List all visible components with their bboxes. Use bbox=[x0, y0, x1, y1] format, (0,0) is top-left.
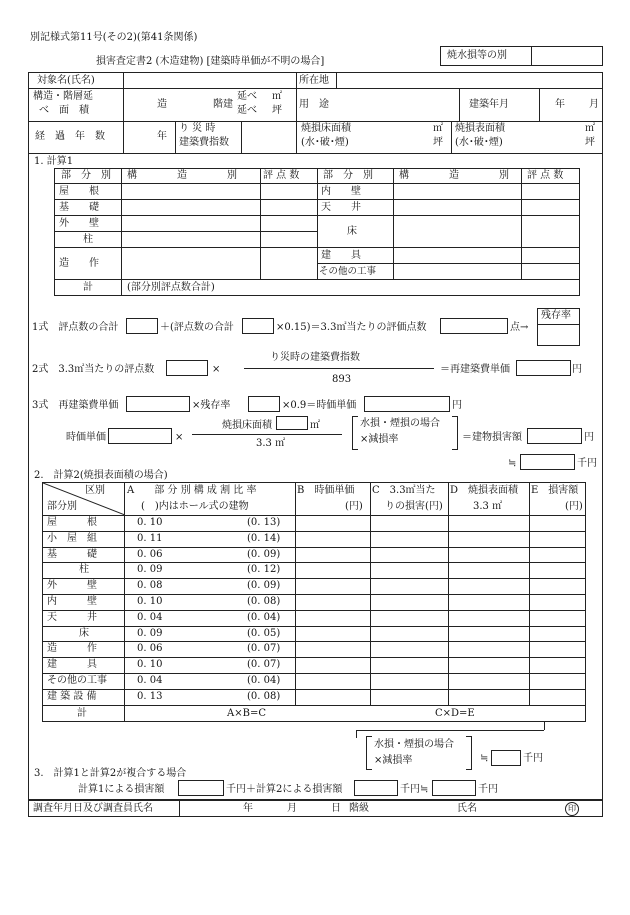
calc2-bracket-left bbox=[366, 736, 372, 770]
calc2-col-d-2: 3.3 ㎡ bbox=[473, 501, 503, 512]
calc2-row-part: 柱 bbox=[79, 564, 89, 576]
calc2-row-ratio: 0. 10 bbox=[137, 659, 163, 671]
calc2-row-input-c[interactable] bbox=[371, 562, 447, 578]
calc2-row-ratio: 0. 08 bbox=[137, 580, 163, 592]
surface-area-label-2: (水･破･煙) bbox=[455, 137, 503, 148]
calc2-row-part: 内 壁 bbox=[47, 596, 97, 607]
formula2-points-input[interactable] bbox=[166, 360, 208, 376]
calc2-row-input-d[interactable] bbox=[449, 531, 528, 547]
calc3-line-c: 千円≒ bbox=[400, 784, 429, 795]
calc1-total-note: (部分別評点数合計) bbox=[127, 282, 215, 293]
calc1-row-outer-wall: 外 壁 bbox=[59, 218, 99, 229]
location-input[interactable] bbox=[338, 73, 600, 88]
calc2-row-input-b[interactable] bbox=[296, 578, 369, 594]
calc2-row-input-d[interactable] bbox=[449, 610, 528, 626]
formula2-yen: 円 bbox=[572, 364, 582, 375]
calc2-row-ratio: 0. 04 bbox=[137, 675, 163, 686]
calc2-col-c-2: りの損害(円) bbox=[385, 501, 443, 512]
subject-name-label: 対象名(氏名) bbox=[37, 75, 95, 86]
calc2-col-b-2: (円) bbox=[345, 501, 363, 512]
calc2-col-c-1: C 3.3㎡当た bbox=[372, 485, 436, 496]
seal-icon: 印 bbox=[565, 802, 579, 816]
formula4-denominator: 3.3 ㎡ bbox=[256, 438, 286, 449]
formula4-bracket-left bbox=[352, 416, 358, 450]
calc2-total-label: 計 bbox=[77, 708, 87, 719]
residual-rate-label: 残存率 bbox=[541, 310, 571, 321]
formula4-bracket-text-2: ×減損率 bbox=[360, 434, 399, 445]
calc2-row-input-c[interactable] bbox=[371, 594, 447, 610]
floor-area-tsubo: 坪 bbox=[433, 137, 443, 148]
calc2-row-hall: (0. 09) bbox=[247, 580, 281, 592]
fire-water-label: 焼水損等の別 bbox=[447, 50, 507, 61]
calc2-col-a-1: A 部 分 別 構 成 割 比 率 bbox=[127, 485, 257, 496]
formula4-sen-yen: 千円 bbox=[577, 458, 597, 469]
footer-month: 月 bbox=[287, 803, 297, 814]
calc2-row-input-c[interactable] bbox=[371, 689, 447, 705]
calc2-row-input-e[interactable] bbox=[530, 610, 585, 626]
calc2-row-input-d[interactable] bbox=[449, 515, 528, 531]
calc2-col-b-1: B 時価単価 bbox=[297, 485, 355, 496]
nobe-tsubo-label: 延べ bbox=[237, 105, 257, 116]
calc2-row-input-e[interactable] bbox=[530, 578, 585, 594]
surface-area-tsubo: 坪 bbox=[585, 137, 595, 148]
formula2-times: × bbox=[212, 364, 221, 375]
formula2-c: ＝再建築費単価 bbox=[440, 364, 510, 375]
calc1-row-floor: 床 bbox=[347, 226, 357, 237]
youto-label: 用 途 bbox=[299, 99, 329, 110]
calc2-total-ab: A×B=C bbox=[227, 708, 266, 719]
calc3-damage2-input[interactable] bbox=[354, 780, 398, 796]
formula1-sum-input[interactable] bbox=[126, 318, 158, 334]
calc2-row-part: 建 具 bbox=[47, 659, 97, 671]
form-number: 別記様式第11号(その2)(第41条関係) bbox=[30, 32, 198, 43]
built-ym-label: 建築年月 bbox=[469, 99, 509, 110]
calc2-row-hall: (0. 08) bbox=[247, 690, 281, 702]
elapsed-nen-unit: 年 bbox=[157, 131, 167, 142]
calc2-row-input-e[interactable] bbox=[530, 673, 585, 689]
calc2-row-input-d[interactable] bbox=[449, 547, 528, 563]
calc2-heading: 2. 計算2(焼損表面積の場合) bbox=[34, 470, 168, 481]
calc1-heading: 1. 計算1 bbox=[34, 156, 74, 167]
calc2-approx: ≒ bbox=[480, 753, 489, 764]
calc2-row-input-b[interactable] bbox=[296, 626, 369, 642]
calc2-row-input-c[interactable] bbox=[371, 547, 447, 563]
calc2-row-input-e[interactable] bbox=[530, 547, 585, 563]
calc2-col-e-2: (円) bbox=[565, 501, 583, 512]
tsubo-unit: 坪 bbox=[272, 105, 282, 116]
calc2-sen-yen: 千円 bbox=[523, 753, 543, 764]
formula1-sum2-input[interactable] bbox=[242, 318, 274, 334]
calc2-row-input-b[interactable] bbox=[296, 547, 369, 563]
formula4-times: × bbox=[175, 432, 184, 443]
built-year-unit: 年 bbox=[555, 99, 565, 110]
calc2-row-input-e[interactable] bbox=[530, 641, 585, 657]
calc2-row-input-c[interactable] bbox=[371, 641, 447, 657]
calc1-col-structure-left: 構 造 別 bbox=[127, 170, 237, 181]
formula1-a: 1式 評点数の合計 bbox=[32, 322, 119, 333]
footer-row bbox=[28, 800, 603, 817]
calc2-row-input-b[interactable] bbox=[296, 689, 369, 705]
rebuild-unit-price-input[interactable] bbox=[516, 360, 571, 376]
building-damage-thousand-input[interactable] bbox=[520, 454, 575, 470]
calc3-line-d: 千円 bbox=[478, 784, 498, 795]
m2-unit: ㎡ bbox=[272, 91, 282, 102]
formula4-m2: ㎡ bbox=[310, 420, 320, 431]
floor-area-label-2: (水･破･煙) bbox=[301, 137, 349, 148]
calc2-row-hall: (0. 05) bbox=[247, 627, 281, 639]
calc2-row-ratio: 0. 06 bbox=[137, 643, 163, 655]
formula4-a: 時価単価 bbox=[66, 432, 106, 443]
calc3-heading: 3. 計算1と計算2が複合する場合 bbox=[34, 768, 187, 779]
form-title: 損害査定書2 (木造建物) [建築時単価が不明の場合] bbox=[96, 56, 325, 67]
calc2-row-ratio: 0. 11 bbox=[137, 532, 163, 544]
calc1-row-foundation: 基 礎 bbox=[59, 202, 99, 213]
calc3-total-input[interactable] bbox=[432, 780, 476, 796]
calc1-row-fittings: 建 具 bbox=[321, 250, 361, 261]
calc2-row-input-d[interactable] bbox=[449, 689, 528, 705]
calc2-row-hall: (0. 12) bbox=[247, 564, 281, 576]
formula2-numerator: り災時の建築費指数 bbox=[270, 352, 360, 363]
formula4-approx: ≒ bbox=[508, 458, 517, 469]
nobe-m2-label: 延べ bbox=[237, 91, 257, 102]
calc1-row-fixture: 造 作 bbox=[59, 258, 99, 269]
calc2-row-hall: (0. 09) bbox=[247, 548, 281, 560]
formula4-bracket-text-1: 水損・煙損の場合 bbox=[360, 418, 440, 429]
footer-name: 氏名 bbox=[457, 803, 477, 814]
calc2-row-part: 建 築 設 備 bbox=[47, 690, 97, 702]
formula2-fraction-line bbox=[244, 368, 434, 369]
fire-index-input[interactable] bbox=[243, 121, 295, 153]
calc2-row-hall: (0. 04) bbox=[247, 675, 281, 686]
calc2-row-input-d[interactable] bbox=[449, 594, 528, 610]
surface-area-label-1: 焼損表面積 bbox=[455, 123, 505, 134]
calc2-row-input-b[interactable] bbox=[296, 657, 369, 673]
calc2-row-input-e[interactable] bbox=[530, 531, 585, 547]
calc2-row-input-c[interactable] bbox=[371, 531, 447, 547]
calc2-row-ratio: 0. 04 bbox=[137, 611, 163, 623]
floor-area-label-1: 焼損床面積 bbox=[301, 123, 351, 134]
formula1-points-input[interactable] bbox=[440, 318, 508, 334]
formula3-rebuild-input[interactable] bbox=[126, 396, 190, 412]
footer-year: 年 bbox=[243, 803, 253, 814]
calc2-bracket-right bbox=[466, 736, 472, 770]
calc2-row-input-e[interactable] bbox=[530, 515, 585, 531]
calc2-row-input-b[interactable] bbox=[296, 562, 369, 578]
calc1-table bbox=[54, 168, 580, 296]
calc2-row-input-b[interactable] bbox=[296, 673, 369, 689]
calc2-row-input-e[interactable] bbox=[530, 594, 585, 610]
calc2-row-input-c[interactable] bbox=[371, 578, 447, 594]
calc2-row-input-e[interactable] bbox=[530, 626, 585, 642]
calc2-row-input-d[interactable] bbox=[449, 657, 528, 673]
calc2-row-hall: (0. 07) bbox=[247, 659, 281, 671]
calc2-row-part: 天 井 bbox=[47, 611, 97, 623]
calc2-diag-bottom: 部分別 bbox=[47, 501, 77, 512]
kaidate-label: 階建 bbox=[213, 99, 233, 110]
calc2-row-hall: (0. 08) bbox=[247, 596, 281, 607]
formula4-fraction-line bbox=[192, 434, 342, 435]
calc1-row-roof: 屋 根 bbox=[59, 186, 99, 197]
calc2-row-hall: (0. 04) bbox=[247, 611, 281, 623]
formula1-c: ×0.15)＝3.3㎡当たりの評価点数 bbox=[276, 322, 427, 333]
floor-area-m2: ㎡ bbox=[433, 123, 443, 134]
calc2-row-part: 外 壁 bbox=[47, 580, 97, 592]
footer-day: 日 bbox=[331, 803, 341, 814]
calc2-row-input-b[interactable] bbox=[296, 641, 369, 657]
calc2-total-cd: C×D=E bbox=[435, 708, 475, 719]
formula4-bracket-right bbox=[452, 416, 458, 450]
calc2-row-input-d[interactable] bbox=[449, 641, 528, 657]
calc1-total-label: 計 bbox=[83, 282, 93, 293]
calc2-row-input-b[interactable] bbox=[296, 531, 369, 547]
formula3-residual-input[interactable] bbox=[248, 396, 280, 412]
fire-index-label-1: り 災 時 bbox=[179, 123, 216, 134]
calc2-row-ratio: 0. 06 bbox=[137, 548, 163, 560]
calc2-row-input-c[interactable] bbox=[371, 610, 447, 626]
calc2-row-input-d[interactable] bbox=[449, 673, 528, 689]
calc2-row-input-d[interactable] bbox=[449, 626, 528, 642]
calc2-row-input-c[interactable] bbox=[371, 657, 447, 673]
zou-label: 造 bbox=[157, 99, 167, 110]
formula1-b: ＋(評点数の合計 bbox=[160, 322, 234, 333]
calc2-row-input-c[interactable] bbox=[371, 626, 447, 642]
calc2-row-ratio: 0. 10 bbox=[137, 596, 163, 607]
fire-water-input[interactable] bbox=[533, 47, 601, 65]
formula4-floor-area-input[interactable] bbox=[276, 416, 308, 430]
calc2-row-part: 小 屋 組 bbox=[47, 532, 97, 544]
fire-index-label-2: 建築費指数 bbox=[179, 137, 229, 148]
built-month-unit: 月 bbox=[589, 99, 599, 110]
calc2-row-input-c[interactable] bbox=[371, 515, 447, 531]
calc2-row-input-e[interactable] bbox=[530, 657, 585, 673]
building-damage-input[interactable] bbox=[527, 428, 582, 444]
calc2-row-ratio: 0. 09 bbox=[137, 627, 163, 639]
calc2-row-part: その他の工事 bbox=[47, 675, 107, 686]
footer-rank: 階級 bbox=[349, 803, 369, 814]
calc2-row-input-e[interactable] bbox=[530, 689, 585, 705]
residual-rate-box[interactable] bbox=[537, 308, 580, 346]
calc2-col-a-2: ( )内はホール式の建物 bbox=[141, 501, 249, 512]
calc1-col-score-right: 評 点 数 bbox=[527, 170, 564, 181]
calc1-col-part-left: 部 分 別 bbox=[61, 170, 111, 181]
calc3-line-a: 計算1による損害額 bbox=[78, 784, 165, 795]
formula3-c: ×0.9＝時価単価 bbox=[282, 400, 357, 411]
calc2-row-input-d[interactable] bbox=[449, 578, 528, 594]
calc2-table bbox=[42, 482, 586, 722]
calc3-damage1-input[interactable] bbox=[178, 780, 224, 796]
calc1-row-ceiling: 天 井 bbox=[321, 202, 361, 213]
subject-name-input[interactable] bbox=[125, 73, 295, 88]
formula3-b: ×残存率 bbox=[192, 400, 231, 411]
structure-label-1: 構造・階層延 bbox=[33, 91, 93, 102]
formula3-yen: 円 bbox=[452, 400, 462, 411]
calc2-row-ratio: 0. 09 bbox=[137, 564, 163, 576]
calc2-row-hall: (0. 13) bbox=[247, 517, 281, 528]
calc2-row-input-c[interactable] bbox=[371, 673, 447, 689]
calc2-bracket-text-1: 水損・煙損の場合 bbox=[374, 739, 454, 750]
calc2-row-hall: (0. 14) bbox=[247, 532, 281, 544]
formula4-numerator: 焼損床面積 bbox=[222, 420, 272, 431]
calc2-row-part: 造 作 bbox=[47, 643, 97, 655]
calc1-row-other-work: その他の工事 bbox=[319, 266, 377, 277]
calc2-row-input-d[interactable] bbox=[449, 562, 528, 578]
formula1-d: 点→ bbox=[510, 322, 529, 333]
calc2-row-ratio: 0. 13 bbox=[137, 690, 163, 702]
calc1-col-score-left: 評 点 数 bbox=[263, 170, 300, 181]
formula4-yen: 円 bbox=[584, 432, 594, 443]
location-label: 所在地 bbox=[299, 75, 329, 86]
calc2-col-e-1: E 損害額 bbox=[531, 485, 579, 496]
elapsed-years-label: 経 過 年 数 bbox=[35, 131, 105, 142]
formula4-c: ＝建物損害額 bbox=[462, 432, 522, 443]
calc1-row-inner-wall: 内 壁 bbox=[321, 186, 361, 197]
market-unit-price-input[interactable] bbox=[364, 396, 450, 412]
calc2-row-input-b[interactable] bbox=[296, 515, 369, 531]
calc2-row-input-e[interactable] bbox=[530, 562, 585, 578]
formula2-a: 2式 3.3㎡当たりの評点数 bbox=[32, 364, 155, 375]
calc2-bracket-text-2: ×減損率 bbox=[374, 755, 413, 766]
calc2-row-ratio: 0. 10 bbox=[137, 517, 163, 528]
calc3-line-b: 千円＋計算2による損害額 bbox=[226, 784, 343, 795]
calc2-col-d-1: D 焼損表面積 bbox=[450, 485, 519, 496]
surface-area-m2: ㎡ bbox=[585, 123, 595, 134]
footer-label: 調査年月日及び調査員氏名 bbox=[33, 803, 153, 814]
calc2-row-hall: (0. 07) bbox=[247, 643, 281, 655]
formula4-market-input[interactable] bbox=[108, 428, 172, 444]
calc2-row-input-b[interactable] bbox=[296, 610, 369, 626]
calc2-row-part: 屋 根 bbox=[47, 517, 97, 528]
fire-water-box bbox=[440, 46, 603, 66]
calc2-diag-top: 区別 bbox=[85, 485, 105, 496]
calc1-col-part-right: 部 分 別 bbox=[323, 170, 373, 181]
calc2-row-part: 床 bbox=[79, 627, 89, 639]
calc1-row-pillar: 柱 bbox=[83, 234, 93, 245]
structure-label-2: べ 面 積 bbox=[39, 105, 89, 116]
info-grid bbox=[28, 72, 603, 154]
calc1-col-structure-right: 構 造 別 bbox=[399, 170, 509, 181]
calc2-damage-input[interactable] bbox=[491, 750, 521, 766]
calc2-row-input-b[interactable] bbox=[296, 594, 369, 610]
formula3-a: 3式 再建築費単価 bbox=[32, 400, 119, 411]
formula2-denominator: 893 bbox=[332, 374, 352, 385]
calc2-row-part: 基 礎 bbox=[47, 548, 97, 560]
